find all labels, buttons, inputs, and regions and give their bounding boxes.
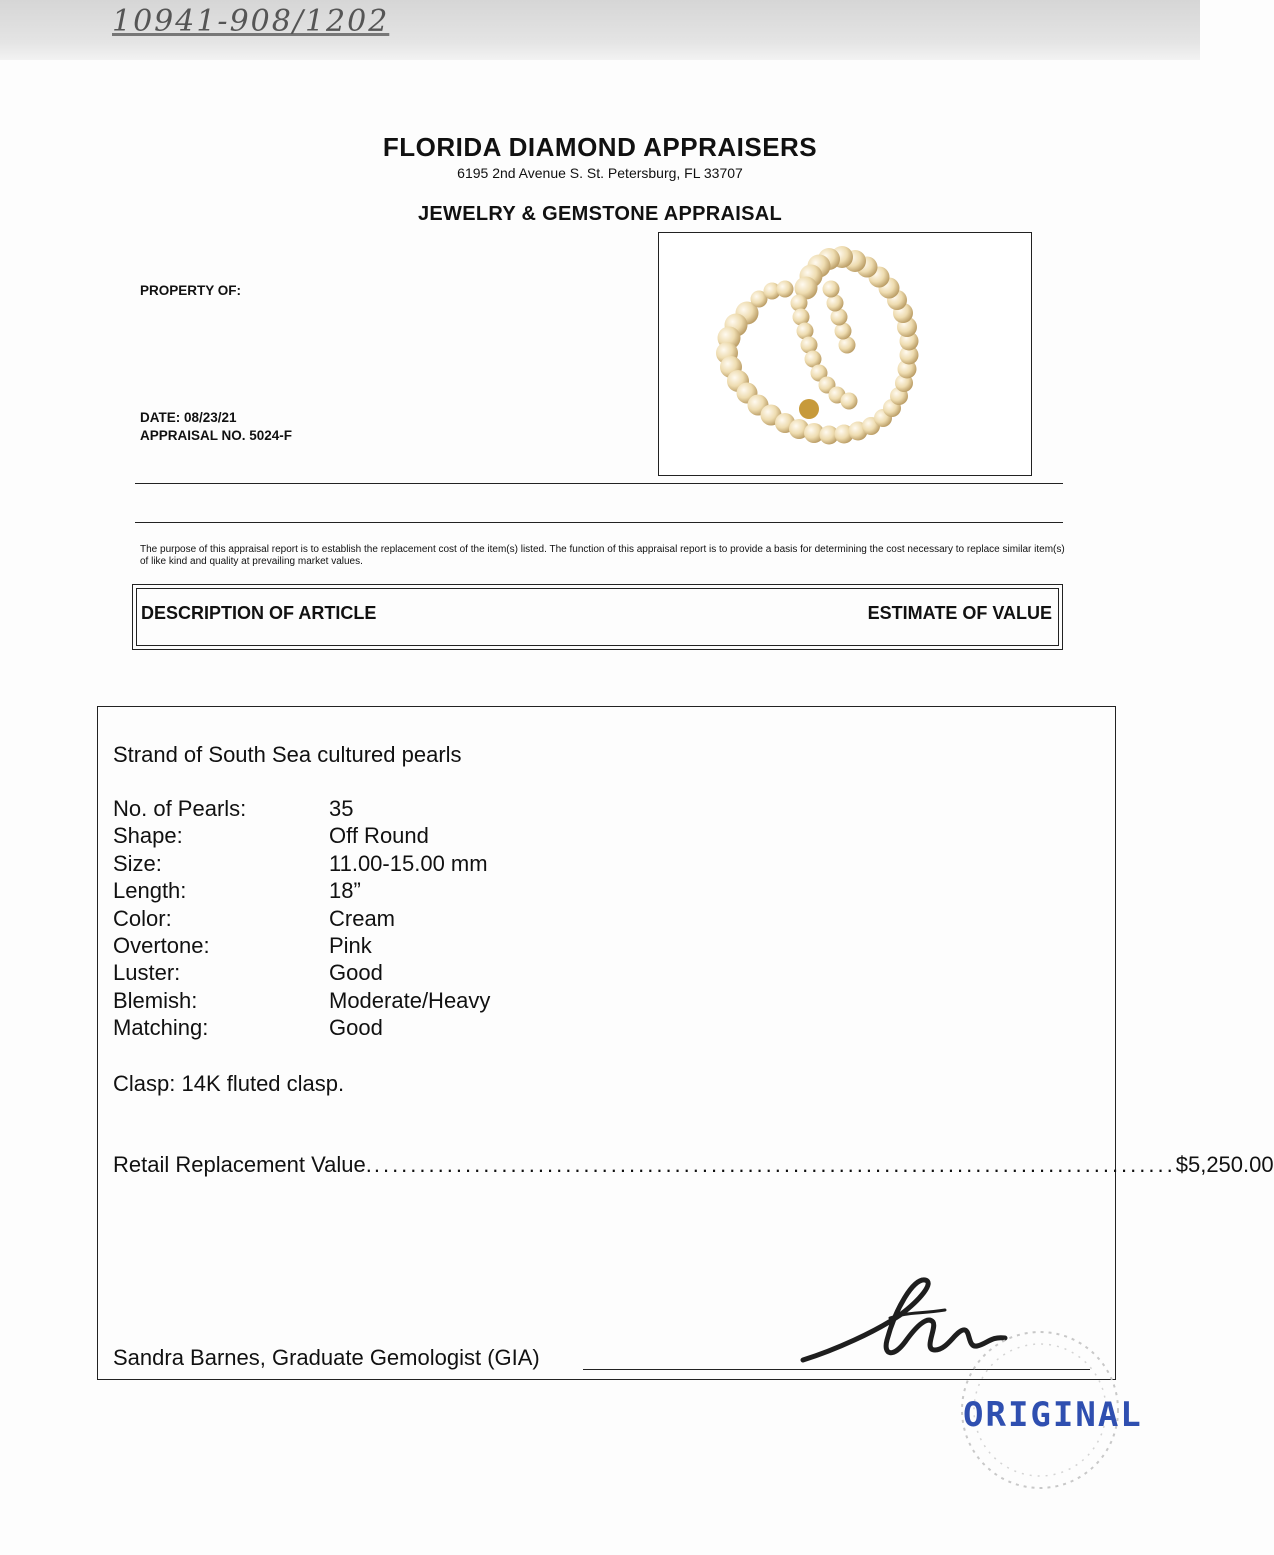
property-label: Color: <box>113 905 172 931</box>
property-value: 35 <box>329 796 354 821</box>
company-address: 6195 2nd Avenue S. St. Petersburg, FL 33707 <box>457 165 743 181</box>
pearl <box>841 393 858 410</box>
article-title: Strand of South Sea cultured pearls <box>113 742 462 767</box>
property-row <box>113 823 490 850</box>
property-value: Good <box>329 1015 383 1041</box>
property-value: Pink <box>329 932 372 958</box>
property-value: Good <box>329 960 383 986</box>
estimate-heading: ESTIMATE OF VALUE <box>867 603 1052 623</box>
replacement-value-label: Retail Replacement Value. <box>113 1152 372 1177</box>
property-row <box>113 933 490 960</box>
property-value: 11.00-15.00 mm <box>329 850 488 876</box>
property-row <box>113 796 490 823</box>
property-label: Blemish: <box>113 987 198 1013</box>
property-value: Cream <box>329 905 396 931</box>
description-heading: DESCRIPTION OF ARTICLE <box>141 603 377 623</box>
purpose-statement: The purpose of this appraisal report is to establish the replacement cost of the item(s) listed. The function of this appraisal report is to provide a basis for determining the cost necessary to replace similar item(s) of like kind and quality at prevailing market values. <box>140 544 1065 567</box>
property-label: Luster: <box>113 960 181 986</box>
property-of-label: PROPERTY OF: <box>140 283 242 298</box>
property-row <box>113 960 490 987</box>
date-label: DATE: 08/23/21 <box>140 410 237 425</box>
divider-line <box>135 483 1063 484</box>
property-label: No. of Pearls: <box>113 796 247 821</box>
divider-line <box>135 522 1063 523</box>
article-properties <box>113 796 490 1043</box>
property-row <box>113 1015 490 1042</box>
property-row <box>113 906 490 933</box>
replacement-value-amount: $5,250.00 <box>1175 1152 1274 1177</box>
pearl <box>823 281 840 298</box>
replacement-value-row <box>113 1152 1274 1178</box>
leader-dots: ........................................................................................ <box>373 1152 1176 1177</box>
property-row <box>113 878 490 905</box>
document-title: JEWELRY & GEMSTONE APPRAISAL <box>417 203 782 225</box>
appraiser-name: Sandra Barnes, Graduate Gemologist (GIA) <box>113 1345 540 1370</box>
appraisal-number: APPRAISAL NO. 5024-F <box>140 428 293 443</box>
property-value: Moderate/Heavy <box>329 987 491 1013</box>
gold-clasp <box>799 399 819 419</box>
property-label: Length: <box>113 878 187 904</box>
property-label: Size: <box>113 850 162 876</box>
property-row <box>113 988 490 1015</box>
item-photo-frame <box>658 232 1032 476</box>
property-label: Shape: <box>113 823 183 849</box>
pearl-necklace-image <box>659 233 1031 475</box>
handwritten-reference-note: 10941-908/1202 <box>112 4 390 39</box>
article-header-box <box>132 584 1063 650</box>
company-name: FLORIDA DIAMOND APPRAISERS <box>382 132 818 162</box>
pearl <box>777 281 794 298</box>
clasp-description: Clasp: 14K fluted clasp. <box>113 1071 345 1096</box>
property-value: Off Round <box>329 823 429 849</box>
original-stamp: ORIGINAL <box>963 1395 1143 1435</box>
property-label: Matching: <box>113 1015 209 1041</box>
property-row <box>113 851 490 878</box>
property-value: 18” <box>329 878 361 904</box>
property-label: Overtone: <box>113 932 210 958</box>
